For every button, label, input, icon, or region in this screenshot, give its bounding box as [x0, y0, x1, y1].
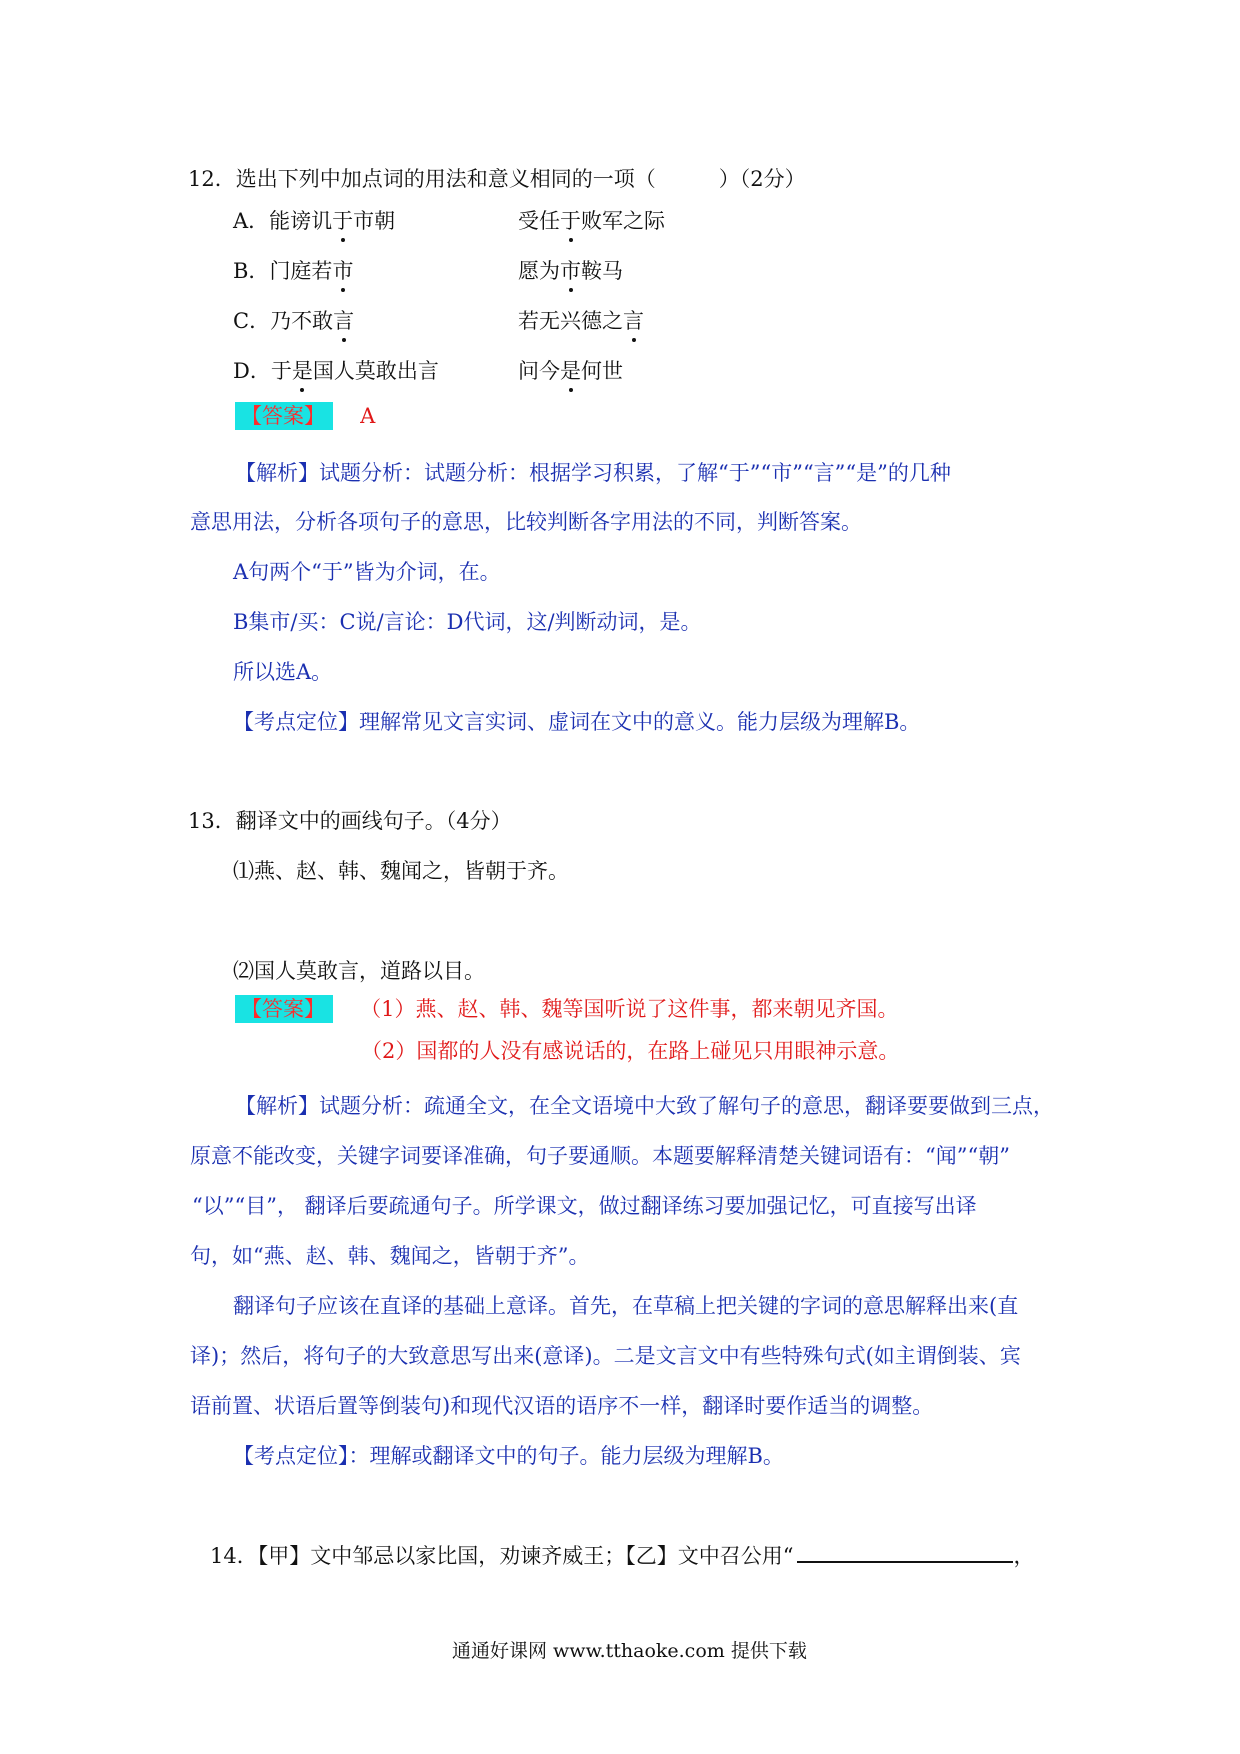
- q12-stem: 12．选出下列中加点词的用法和意义相同的一项（ ）（2分）: [188, 167, 806, 191]
- q12-analysis-line-4: B集市/买：C说/言论：D代词，这/判断动词，是。: [233, 610, 702, 634]
- q13-sentence-1: ⑴燕、赵、韩、魏闻之，皆朝于齐。: [233, 859, 569, 883]
- q13-analysis-line-3: “以”“目”， 翻译后要疏通句子。所学课文，做过翻译练习要加强记忆，可直接写出译: [192, 1194, 977, 1218]
- q13-analysis-line-6: 译)；然后，将句子的大致意思写出来(意译)。二是文言文中有些特殊句式(如主谓倒装、宾: [190, 1344, 1021, 1368]
- q12-analysis-line-1: 【解析】试题分析：试题分析：根据学习积累，了解“于”“市”“言”“是”的几种: [235, 461, 951, 485]
- q12-option-c-right: 若无兴德之言: [518, 305, 644, 335]
- q12-option-c-left: C．乃不敢言: [233, 305, 354, 335]
- q13-answer-2: （2）国都的人没有感说话的，在路上碰见只用眼神示意。: [361, 1039, 900, 1063]
- q13-sentence-2: ⑵国人莫敢言，道路以目。: [233, 959, 485, 983]
- q12-analysis-line-3: A句两个“于”皆为介词，在。: [233, 560, 501, 584]
- q13-answer-1: （1）燕、赵、韩、魏等国听说了这件事，都来朝见齐国。: [360, 997, 899, 1021]
- q13-answer: [235, 993, 898, 1023]
- answer-badge: 【答案】: [235, 402, 333, 430]
- q12-option-b-left: B．门庭若市: [233, 255, 353, 285]
- q12-option-d-left: D．于是国人莫敢出言: [233, 355, 439, 385]
- q12-analysis-line-5: 所以选A。: [233, 660, 333, 684]
- q12-option-a-left: A．能谤讥于市朝: [233, 205, 395, 235]
- q12-analysis-line-2: 意思用法，分析各项句子的意思，比较判断各字用法的不同，判断答案。: [190, 510, 862, 534]
- q12-option-a-right: 受任于败军之际: [518, 205, 665, 235]
- q12-answer-value: A: [360, 404, 376, 428]
- q13-stem: 13．翻译文中的画线句子。（4分）: [188, 809, 512, 833]
- q14-answer-blank[interactable]: [797, 1541, 1013, 1563]
- page-footer: 通通好课网 www.tthaoke.com 提供下载: [452, 1640, 807, 1662]
- q13-point: 【考点定位】：理解或翻译文中的句子。能力层级为理解B。: [233, 1444, 784, 1468]
- q13-analysis-line-5: 翻译句子应该在直译的基础上意译。首先，在草稿上把关键的字词的意思解释出来(直: [233, 1294, 1019, 1318]
- q13-analysis-line-4: 句，如“燕、赵、韩、魏闻之，皆朝于齐”。: [190, 1244, 590, 1268]
- q13-analysis-line-1: 【解析】试题分析：疏通全文，在全文语境中大致了解句子的意思，翻译要要做到三点，: [235, 1094, 1054, 1118]
- q13-analysis-line-2: 原意不能改变，关键字词要译准确，句子要通顺。本题要解释清楚关键词语有：“闻”“朝”: [190, 1144, 1010, 1168]
- q12-option-d-right: 问今是何世: [518, 355, 623, 385]
- answer-badge: 【答案】: [235, 995, 333, 1023]
- q12-point: 【考点定位】理解常见文言实词、虚词在文中的意义。能力层级为理解B。: [233, 710, 921, 734]
- q14-stem: 14．【甲】文中邹忌以家比国，劝谏齐威王；【乙】文中召公用“ ，: [210, 1540, 1034, 1570]
- q12-answer: [235, 400, 375, 430]
- q13-analysis-line-7: 语前置、状语后置等倒装句)和现代汉语的语序不一样，翻译时要作适当的调整。: [190, 1394, 934, 1418]
- q12-option-b-right: 愿为市鞍马: [518, 255, 623, 285]
